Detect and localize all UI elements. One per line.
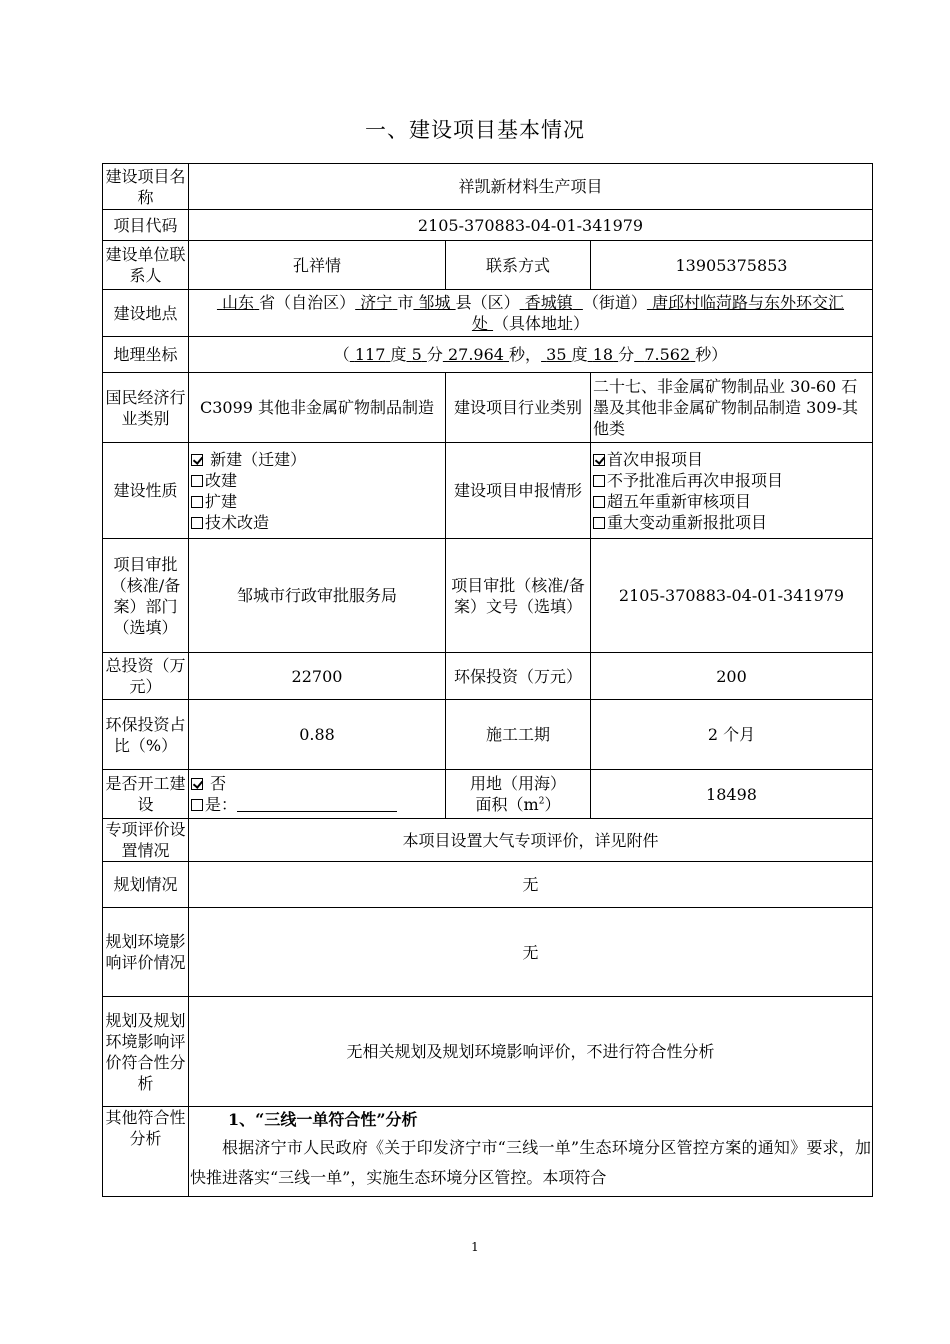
checkbox-icon[interactable]: [191, 475, 203, 487]
label-approval-dept: 项目审批（核准/备案）部门（选填）: [103, 539, 189, 653]
value-location: [189, 290, 873, 337]
value-other-conformity: [189, 1107, 873, 1197]
section-paragraph: 根据济宁市人民政府《关于印发济宁市“三线一单”生态环境分区管控方案的通知》要求，加快推进落实“三线一单”，实施生态环境分区管控。本项符合: [190, 1138, 871, 1187]
county-suffix: 县（区）: [455, 293, 520, 312]
checkbox-checked-icon[interactable]: [593, 454, 605, 466]
row-coordinates: [103, 337, 873, 373]
address: 唐邱村临菏路与东外环交汇处: [471, 293, 845, 333]
label-land-area: 用地（用海） 面积$(m^2)$: [446, 770, 591, 819]
row-project-code: [103, 210, 873, 241]
label-special-eval: 专项评价设置情况: [103, 819, 189, 862]
checkbox-icon[interactable]: [191, 496, 203, 508]
checkbox-icon[interactable]: [593, 517, 605, 529]
value-special-eval: 本项目设置大气专项评价，详见附件: [189, 819, 873, 862]
city-suffix: 市: [397, 293, 414, 312]
value-industry: C3099 其他非金属矿物制品制造: [189, 373, 446, 443]
label-project-code: 项目代码: [103, 210, 189, 241]
value-construction-period: 2 个月: [591, 700, 873, 770]
option-tech-upgrade[interactable]: 技术改造: [191, 512, 443, 533]
row-contact: [103, 241, 873, 290]
row-approval: [103, 539, 873, 653]
town-suffix: （街道）: [582, 293, 647, 312]
value-coordinates: （ 117 度 5 分 27.964 秒， 35 度 18 分 7.562 秒）: [189, 337, 873, 373]
city: 济宁: [360, 293, 393, 312]
option-rebuild[interactable]: 改建: [191, 470, 443, 491]
label-construction-period: 施工工期: [446, 700, 591, 770]
declaration-options: [591, 443, 873, 539]
project-info-table: [102, 163, 873, 1197]
label-contact-method: 联系方式: [446, 241, 591, 290]
value-project-code: 2105-370883-04-01-341979: [189, 210, 873, 241]
option-major-change[interactable]: 重大变动重新报批项目: [593, 512, 870, 533]
town: 香城镇: [524, 293, 573, 312]
value-project-industry: 二十七、非金属矿物制品业 30-60 石墨及其他非金属矿物制品制造 309-其他类: [591, 373, 873, 443]
label-env-ratio: 环保投资占比（%）: [103, 700, 189, 770]
lon-sec: 27.964: [447, 345, 504, 364]
checkbox-icon[interactable]: [593, 475, 605, 487]
value-env-investment: 200: [591, 653, 873, 700]
value-planning: 无: [189, 862, 873, 908]
county: 邹城: [418, 293, 451, 312]
label-declaration: 建设项目申报情形: [446, 443, 591, 539]
label-planning-eia: 规划环境影响评价情况: [103, 908, 189, 997]
value-env-ratio: 0.88: [189, 700, 446, 770]
checkbox-icon[interactable]: [593, 496, 605, 508]
province: 山东: [222, 293, 255, 312]
value-land-area: 18498: [591, 770, 873, 819]
label-started: 是否开工建设: [103, 770, 189, 819]
label-total-investment: 总投资（万元）: [103, 653, 189, 700]
label-env-investment: 环保投资（万元）: [446, 653, 591, 700]
label-nature: 建设性质: [103, 443, 189, 539]
option-first-declaration[interactable]: 首次申报项目: [593, 449, 870, 470]
started-options: [189, 770, 446, 819]
value-total-investment: 22700: [189, 653, 446, 700]
label-planning: 规划情况: [103, 862, 189, 908]
province-suffix: 省（自治区）: [259, 293, 356, 312]
checkbox-checked-icon[interactable]: [191, 454, 203, 466]
lon-deg: 117: [354, 345, 386, 364]
label-location: 建设地点: [103, 290, 189, 337]
row-special-eval: [103, 819, 873, 862]
row-industry: [103, 373, 873, 443]
label-project-name: 建设项目名称: [103, 164, 189, 210]
page-number: 1: [471, 1240, 479, 1254]
label-approval-number: 项目审批（核准/备案）文号（选填）: [446, 539, 591, 653]
checkbox-icon[interactable]: [191, 799, 203, 811]
label-industry: 国民经济行业类别: [103, 373, 189, 443]
option-new-build[interactable]: 新建（迁建）: [191, 449, 443, 470]
lat-min: 18: [592, 345, 614, 364]
row-location: [103, 290, 873, 337]
option-redeclare[interactable]: 不予批准后再次申报项目: [593, 470, 870, 491]
option-expand[interactable]: 扩建: [191, 491, 443, 512]
row-other-conformity: [103, 1107, 873, 1197]
label-project-industry: 建设项目行业类别: [446, 373, 591, 443]
row-project-name: [103, 164, 873, 210]
page-title: 一、建设项目基本情况: [365, 118, 585, 142]
label-other-conformity: 其他符合性分析: [103, 1107, 189, 1197]
option-no[interactable]: 否: [191, 773, 443, 794]
value-contact: 孔祥情: [189, 241, 446, 290]
row-started: [103, 770, 873, 819]
label-coordinates: 地理坐标: [103, 337, 189, 373]
row-planning-eia: [103, 908, 873, 997]
option-yes[interactable]: 是：: [191, 794, 443, 815]
address-suffix: （具体地址）: [493, 314, 590, 333]
section-heading: 1、“三线一单符合性”分析: [228, 1110, 418, 1129]
value-contact-phone: 13905375853: [591, 241, 873, 290]
value-approval-dept: 邹城市行政审批服务局: [189, 539, 446, 653]
row-planning-conformity: [103, 997, 873, 1107]
checkbox-checked-icon[interactable]: [191, 778, 203, 790]
lat-sec: 7.562: [644, 345, 691, 364]
label-planning-conformity: 规划及规划环境影响评价符合性分析: [103, 997, 189, 1107]
value-planning-eia: 无: [189, 908, 873, 997]
nature-options: [189, 443, 446, 539]
lon-min: 5: [411, 345, 422, 364]
value-project-name: 祥凯新材料生产项目: [189, 164, 873, 210]
yes-blank-field[interactable]: [237, 797, 397, 812]
checkbox-icon[interactable]: [191, 517, 203, 529]
value-planning-conformity: 无相关规划及规划环境影响评价，不进行符合性分析: [189, 997, 873, 1107]
option-five-year-review[interactable]: 超五年重新审核项目: [593, 491, 870, 512]
row-investment: [103, 653, 873, 700]
row-env-ratio: [103, 700, 873, 770]
row-nature: [103, 443, 873, 539]
value-approval-number: 2105-370883-04-01-341979: [591, 539, 873, 653]
label-contact: 建设单位联系人: [103, 241, 189, 290]
row-planning: [103, 862, 873, 908]
lat-deg: 35: [546, 345, 567, 364]
